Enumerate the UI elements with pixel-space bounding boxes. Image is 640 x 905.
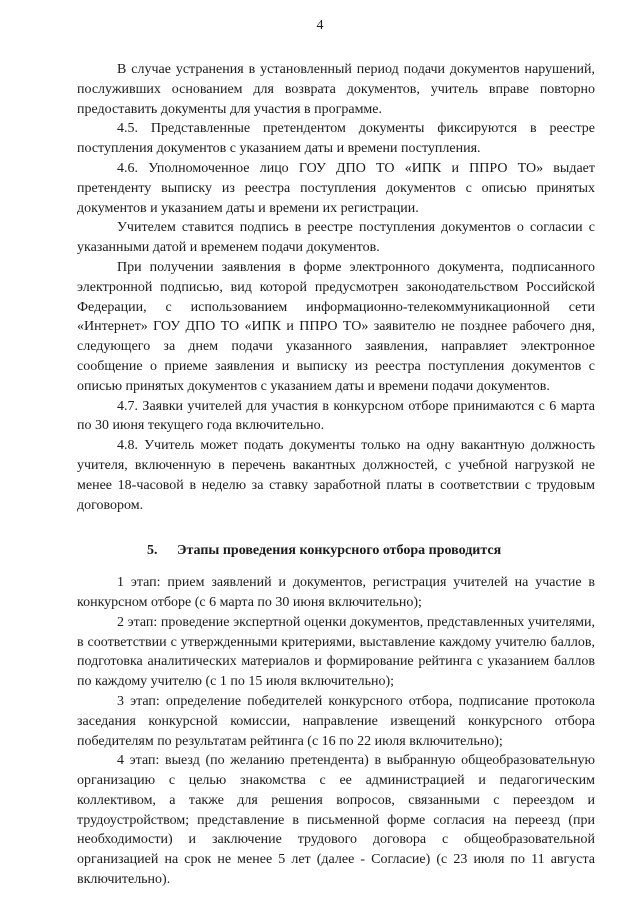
paragraph-4-8: 4.8. Учитель может подать документы только на одну вакантную должность учителя, включенную в перечень вакантных должностей, с учебной нагрузкой не менее 18-часовой в неделю за ставку заработной платы в соответствии с трудовым договором.: [77, 438, 595, 513]
paragraph: В случае устранения в установленный период подачи документов нарушений, послуживших основанием для возврата документов, учитель вправе повторно предоставить документы для участия в программе.: [77, 62, 595, 117]
section-heading: [77, 541, 595, 561]
page-number: 4: [316, 18, 324, 33]
stage-3: 3 этап: определение победителей конкурсного отбора, подписание протокола заседания конкурсной комиссии, направление извещений конкурсного отбора победителям по результатам рейтинга (с 16 по 22 июля включительно);: [77, 693, 595, 749]
paragraph-4-6: 4.6. Уполномоченное лицо ГОУ ДПО ТО «ИПК и ППРО ТО» выдает претенденту выписку из реестра поступления документов с описью принятых документов и указанием даты и времени их регистрации.: [77, 160, 595, 216]
stage-4: 4 этап: выезд (по желанию претендента) в выбранную общеобразовательную организацию с целью знакомства с ее администрацией и педагогическим коллективом, а также для решения вопросов, связанными с переездом и трудоустройством; представление в письменной форме согласия на переезд (при необходимости) и заключение трудового договора с общеобразовательной организацией на срок не менее 5 лет (далее - Согласие) (с 23 июля по 11 августа включительно).: [77, 753, 595, 888]
paragraph-4-5: 4.5. Представленные претендентом документы фиксируются в реестре поступления документов с указанием даты и времени поступления.: [77, 121, 595, 157]
paragraph: При получении заявления в форме электронного документа, подписанного электронной подписью, вид которой предусмотрен законодательством Российской Федерации, с использованием информационно-телекоммуникационной сети «Интернет» ГОУ ДПО ТО «ИПК и ППРО ТО» заявителю не позднее рабочего дня, следующего за днем подачи указанного заявления, направляет электронное сообщение о приеме заявления и выписку из реестра поступления документов с описью принятых документов с указанием даты и времени подачи документов.: [77, 259, 595, 394]
paragraph: Учителем ставится подпись в реестре поступления документов о согласии с указанными датой и временем подачи документов.: [77, 220, 595, 256]
document-body: [77, 60, 595, 890]
stage-2: 2 этап: проведение экспертной оценки документов, представленных учителями, в соответствии с утвержденными критериями, выставление каждому учителю баллов, подготовка аналитических материалов и формирование рейтинга с указанием баллов по каждому учителю (с 1 по 15 июля включительно);: [77, 614, 595, 690]
paragraph-4-7: 4.7. Заявки учителей для участия в конкурсном отборе принимаются с 6 марта по 30 июня текущего года включительно.: [77, 398, 595, 434]
section-number: 5.: [147, 543, 158, 559]
section-title: Этапы проведения конкурсного отбора проводится: [177, 543, 502, 559]
stage-1: 1 этап: прием заявлений и документов, регистрация учителей на участие в конкурсном отборе (с 6 марта по 30 июня включительно);: [77, 575, 595, 610]
